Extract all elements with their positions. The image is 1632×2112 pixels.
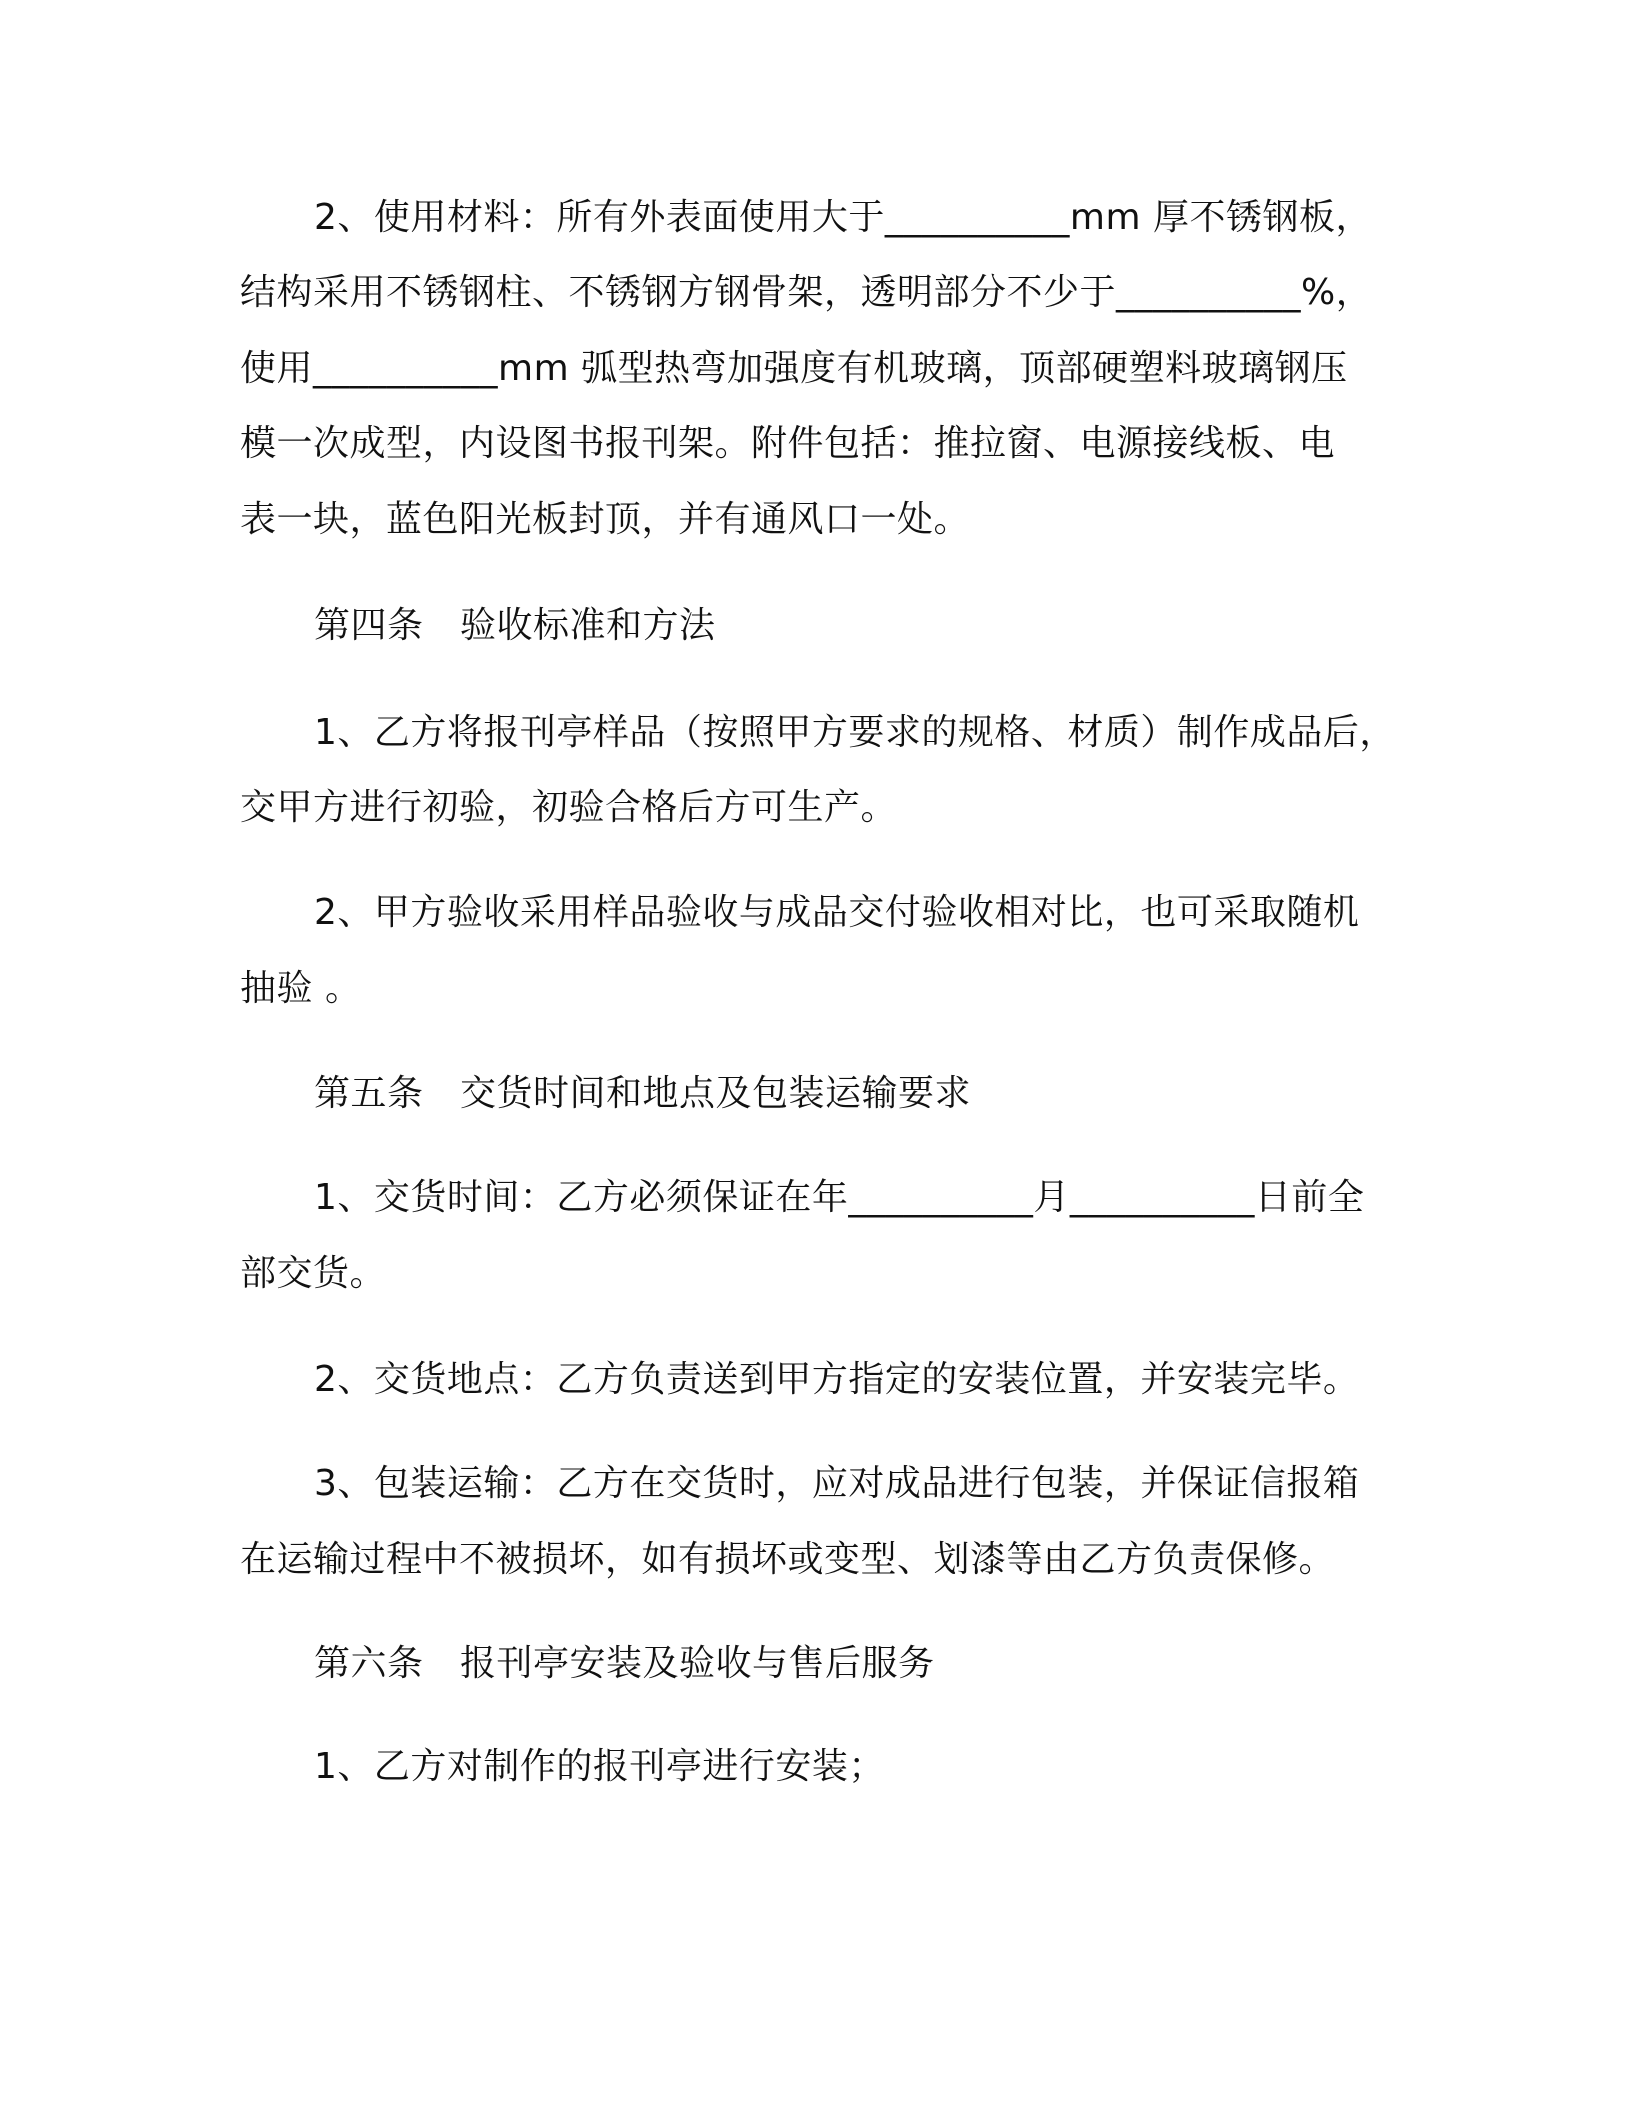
article5-item3-line-1: 3、包装运输：乙方在交货时，应对成品进行包装，并保证信报箱 [314,1463,1360,1504]
material-line-4: 模一次成型，内设图书报刊架。附件包括：推拉窗、电源接线板、电 [240,423,1336,464]
article5-item1-line-2: 部交货。 [240,1253,387,1294]
article4-item2-line-1: 2、甲方验收采用样品验收与成品交付验收相对比，也可采取随机 [314,892,1360,933]
article6-heading: 第六条 报刊亭安装及验收与售后服务 [314,1643,935,1684]
material-line-2: 结构采用不锈钢柱、不锈钢方钢骨架，透明部分不少于__________%， [240,272,1373,313]
article6-item1-line-1: 1、乙方对制作的报刊亭进行安装； [314,1746,885,1787]
article5-item2-line-1: 2、交货地点：乙方负责送到甲方指定的安装位置，并安装完毕。 [314,1359,1360,1400]
article5-heading: 第五条 交货时间和地点及包装运输要求 [314,1073,972,1114]
article5-item3-line-2: 在运输过程中不被损坏，如有损坏或变型、划漆等由乙方负责保修。 [240,1539,1336,1580]
material-line-5: 表一块，蓝色阳光板封顶，并有通风口一处。 [240,499,971,540]
article4-item1-line-2: 交甲方进行初验，初验合格后方可生产。 [240,787,898,828]
article4-item1-line-1: 1、乙方将报刊亭样品（按照甲方要求的规格、材质）制作成品后， [314,712,1396,753]
article4-item2-line-2: 抽验 。 [240,968,362,1009]
article5-item1-line-1: 1、交货时间：乙方必须保证在年__________月__________日前全 [314,1177,1365,1218]
material-line-3: 使用__________mm 弧型热弯加强度有机玻璃，顶部硬塑料玻璃钢压 [240,348,1348,389]
article4-heading: 第四条 验收标准和方法 [314,605,716,646]
material-line-1: 2、使用材料：所有外表面使用大于__________mm 厚不锈钢板， [314,197,1372,238]
